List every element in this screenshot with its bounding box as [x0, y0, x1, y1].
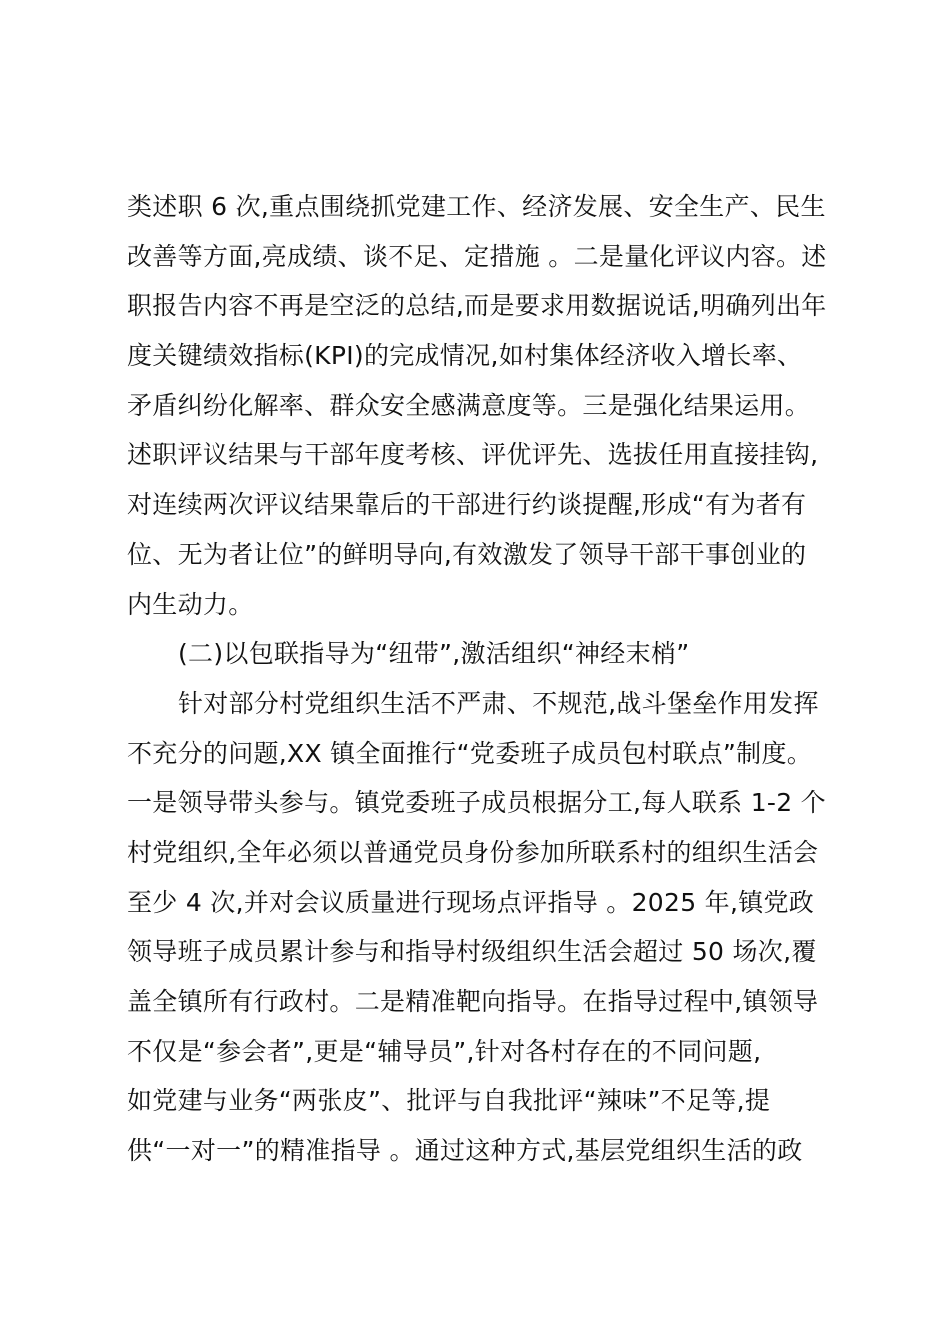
- section-heading: (二)以包联指导为“纽带”,激活组织“神经末梢”: [178, 639, 690, 669]
- text-line: 职报告内容不再是空泛的总结,而是要求用数据说话,明确列出年: [127, 291, 827, 321]
- text-line: 村党组织,全年必须以普通党员身份参加所联系村的组织生活会: [127, 837, 819, 867]
- text-line: 供“一对一”的精准指导 。通过这种方式,基层党组织生活的政: [127, 1136, 803, 1166]
- body-text: [127, 182, 867, 1176]
- text-line: 一是领导带头参与。镇党委班子成员根据分工,每人联系 1-2 个: [127, 788, 826, 818]
- text-line: 对连续两次评议结果靠后的干部进行约谈提醒,形成“有为者有: [127, 490, 807, 520]
- text-line: 领导班子成员累计参与和指导村级组织生活会超过 50 场次,覆: [127, 937, 817, 967]
- text-line: 位、无为者让位”的鲜明导向,有效激发了领导干部干事创业的: [127, 539, 807, 569]
- text-line: 盖全镇所有行政村。二是精准靶向指导。在指导过程中,镇领导: [127, 987, 819, 1016]
- text-line: 针对部分村党组织生活不严肃、不规范,战斗堡垒作用发挥: [178, 688, 819, 718]
- text-line: 内生动力。: [127, 589, 254, 619]
- text-line: 类述职 6 次,重点围绕抓党建工作、经济发展、安全生产、民生: [127, 192, 826, 221]
- text-line: 矛盾纠纷化解率、群众安全感满意度等。三是强化结果运用。: [127, 390, 811, 420]
- text-line: 度关键绩效指标(KPI)的完成情况,如村集体经济收入增长率、: [127, 341, 803, 371]
- text-line: 述职评议结果与干部年度考核、评优评先、选拔任用直接挂钩,: [127, 440, 819, 470]
- text-line: 不充分的问题,XX 镇全面推行“党委班子成员包村联点”制度。: [127, 738, 813, 768]
- text-line: 改善等方面,亮成绩、谈不足、定措施 。二是量化评议内容。述: [127, 241, 827, 271]
- text-line: 如党建与业务“两张皮”、批评与自我批评“辣味”不足等,提: [127, 1086, 771, 1116]
- text-line: 至少 4 次,并对会议质量进行现场点评指导 。2025 年,镇党政: [127, 887, 815, 917]
- text-line: 不仅是“参会者”,更是“辅导员”,针对各村存在的不同问题,: [127, 1036, 762, 1066]
